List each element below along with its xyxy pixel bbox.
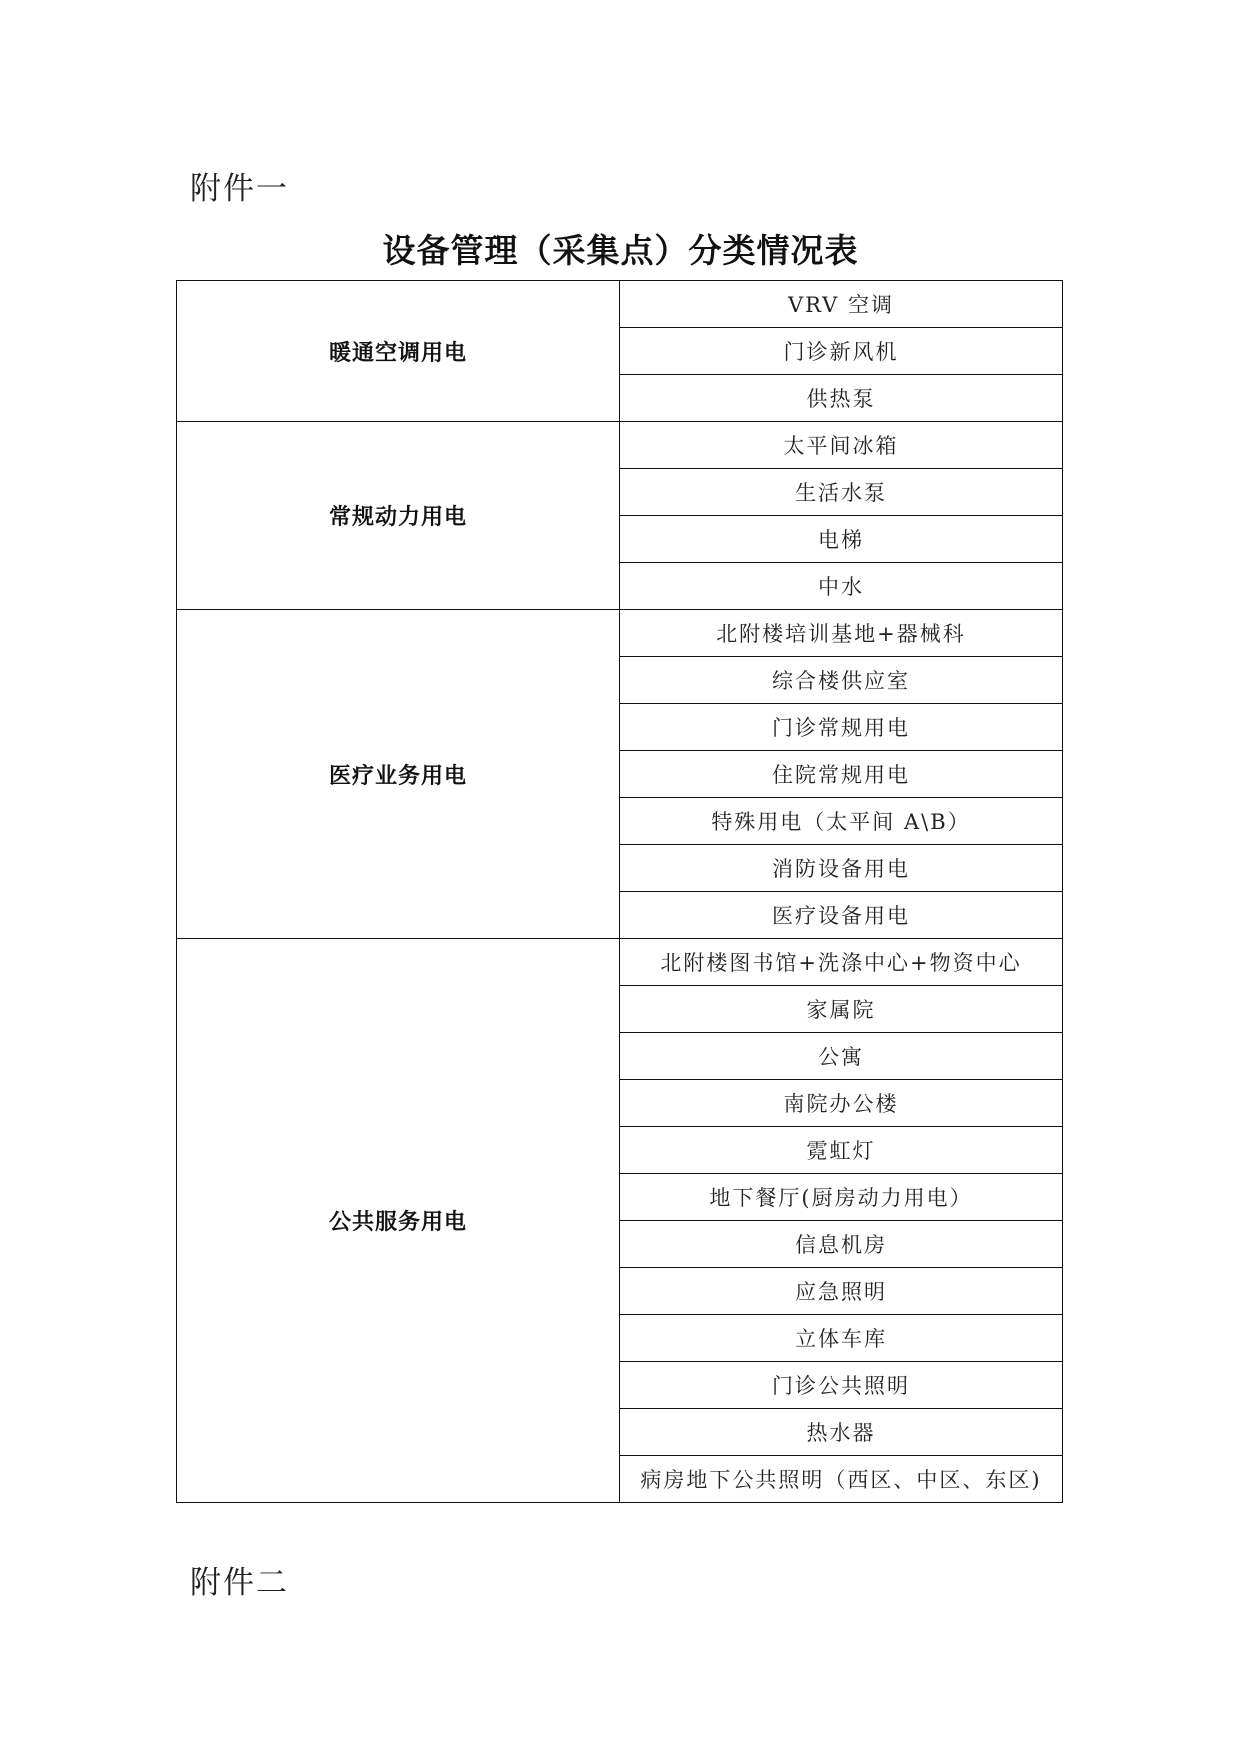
item-cell: 消防设备用电 (620, 845, 1063, 892)
annex-label-1: 附件一 (190, 171, 289, 207)
item-cell: 南院办公楼 (620, 1080, 1063, 1127)
classification-table (176, 280, 1063, 1503)
category-cell: 常规动力用电 (177, 422, 620, 610)
item-cell: 霓虹灯 (620, 1127, 1063, 1174)
annex-label-2: 附件二 (190, 1565, 289, 1601)
document-title: 设备管理（采集点）分类情况表 (382, 231, 859, 270)
item-cell: 门诊新风机 (620, 328, 1063, 375)
item-cell: 供热泵 (620, 375, 1063, 422)
category-cell: 暖通空调用电 (177, 281, 620, 422)
category-cell: 医疗业务用电 (177, 610, 620, 939)
table-row (177, 422, 1063, 469)
item-cell: 病房地下公共照明（西区、中区、东区) (620, 1456, 1063, 1503)
item-cell: 综合楼供应室 (620, 657, 1063, 704)
item-cell: 特殊用电（太平间 A\B） (620, 798, 1063, 845)
item-cell: 医疗设备用电 (620, 892, 1063, 939)
table-row (177, 939, 1063, 986)
item-cell: VRV 空调 (620, 281, 1063, 328)
item-cell: 电梯 (620, 516, 1063, 563)
item-cell: 热水器 (620, 1409, 1063, 1456)
item-cell: 信息机房 (620, 1221, 1063, 1268)
item-cell: 应急照明 (620, 1268, 1063, 1315)
item-cell: 生活水泵 (620, 469, 1063, 516)
item-cell: 北附楼培训基地+器械科 (620, 610, 1063, 657)
item-cell: 北附楼图书馆+洗涤中心+物资中心 (620, 939, 1063, 986)
item-cell: 立体车库 (620, 1315, 1063, 1362)
category-cell: 公共服务用电 (177, 939, 620, 1503)
table-row (177, 281, 1063, 328)
item-cell: 地下餐厅(厨房动力用电） (620, 1174, 1063, 1221)
item-cell: 中水 (620, 563, 1063, 610)
item-cell: 门诊公共照明 (620, 1362, 1063, 1409)
item-cell: 门诊常规用电 (620, 704, 1063, 751)
item-cell: 太平间冰箱 (620, 422, 1063, 469)
item-cell: 家属院 (620, 986, 1063, 1033)
table-row (177, 610, 1063, 657)
item-cell: 公寓 (620, 1033, 1063, 1080)
item-cell: 住院常规用电 (620, 751, 1063, 798)
